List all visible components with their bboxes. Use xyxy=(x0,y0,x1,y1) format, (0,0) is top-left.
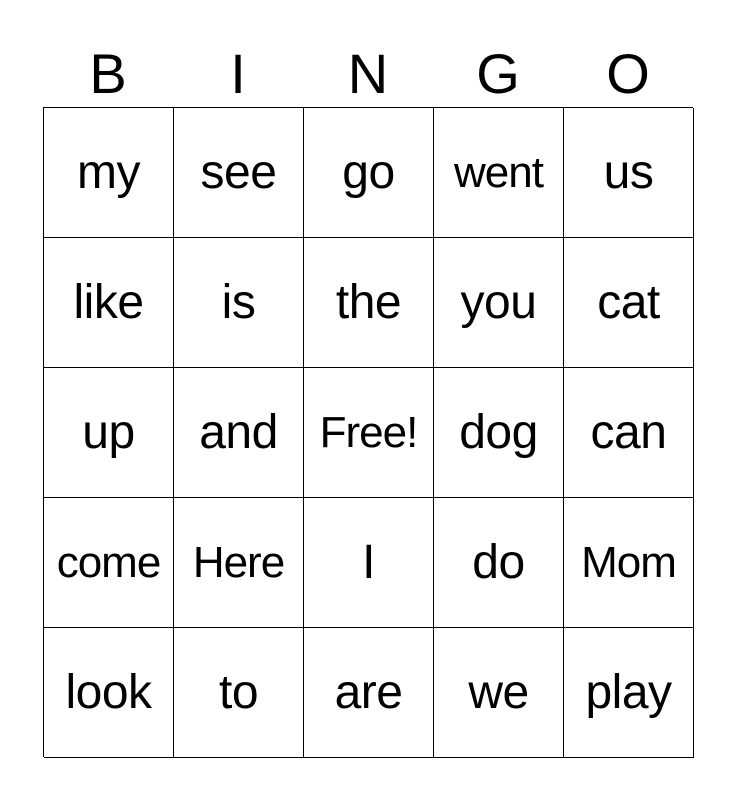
bingo-cell-r4c4[interactable]: play xyxy=(564,628,694,758)
bingo-cell-r0c0[interactable]: my xyxy=(44,108,174,238)
bingo-cell-r0c3[interactable]: went xyxy=(434,108,564,238)
bingo-cell-r4c0[interactable]: look xyxy=(44,628,174,758)
bingo-cell-r1c0[interactable]: like xyxy=(44,238,174,368)
free-space-cell[interactable]: Free! xyxy=(304,368,434,498)
bingo-cell-r3c1[interactable]: Here xyxy=(174,498,304,628)
bingo-cell-r1c1[interactable]: is xyxy=(174,238,304,368)
bingo-cell-r1c3[interactable]: you xyxy=(434,238,564,368)
bingo-cell-r0c1[interactable]: see xyxy=(174,108,304,238)
header-letter-i: I xyxy=(230,42,246,105)
bingo-cell-r0c4[interactable]: us xyxy=(564,108,694,238)
bingo-cell-r4c2[interactable]: are xyxy=(304,628,434,758)
bingo-cell-r2c1[interactable]: and xyxy=(174,368,304,498)
header-letter-g: G xyxy=(476,42,520,105)
bingo-cell-r3c4[interactable]: Mom xyxy=(564,498,694,628)
header-letter-b: B xyxy=(89,42,127,105)
bingo-cell-r1c2[interactable]: the xyxy=(304,238,434,368)
bingo-cell-r4c1[interactable]: to xyxy=(174,628,304,758)
bingo-board xyxy=(43,107,693,757)
bingo-cell-r3c0[interactable]: come xyxy=(44,498,174,628)
bingo-cell-r3c3[interactable]: do xyxy=(434,498,564,628)
bingo-cell-r2c0[interactable]: up xyxy=(44,368,174,498)
header-letter-o: O xyxy=(606,42,650,105)
bingo-cell-r1c4[interactable]: cat xyxy=(564,238,694,368)
bingo-cell-r3c2[interactable]: I xyxy=(304,498,434,628)
bingo-cell-r2c4[interactable]: can xyxy=(564,368,694,498)
bingo-cell-r2c3[interactable]: dog xyxy=(434,368,564,498)
bingo-cell-r4c3[interactable]: we xyxy=(434,628,564,758)
bingo-header xyxy=(43,40,693,108)
bingo-cell-r0c2[interactable]: go xyxy=(304,108,434,238)
header-letter-n: N xyxy=(347,42,389,105)
